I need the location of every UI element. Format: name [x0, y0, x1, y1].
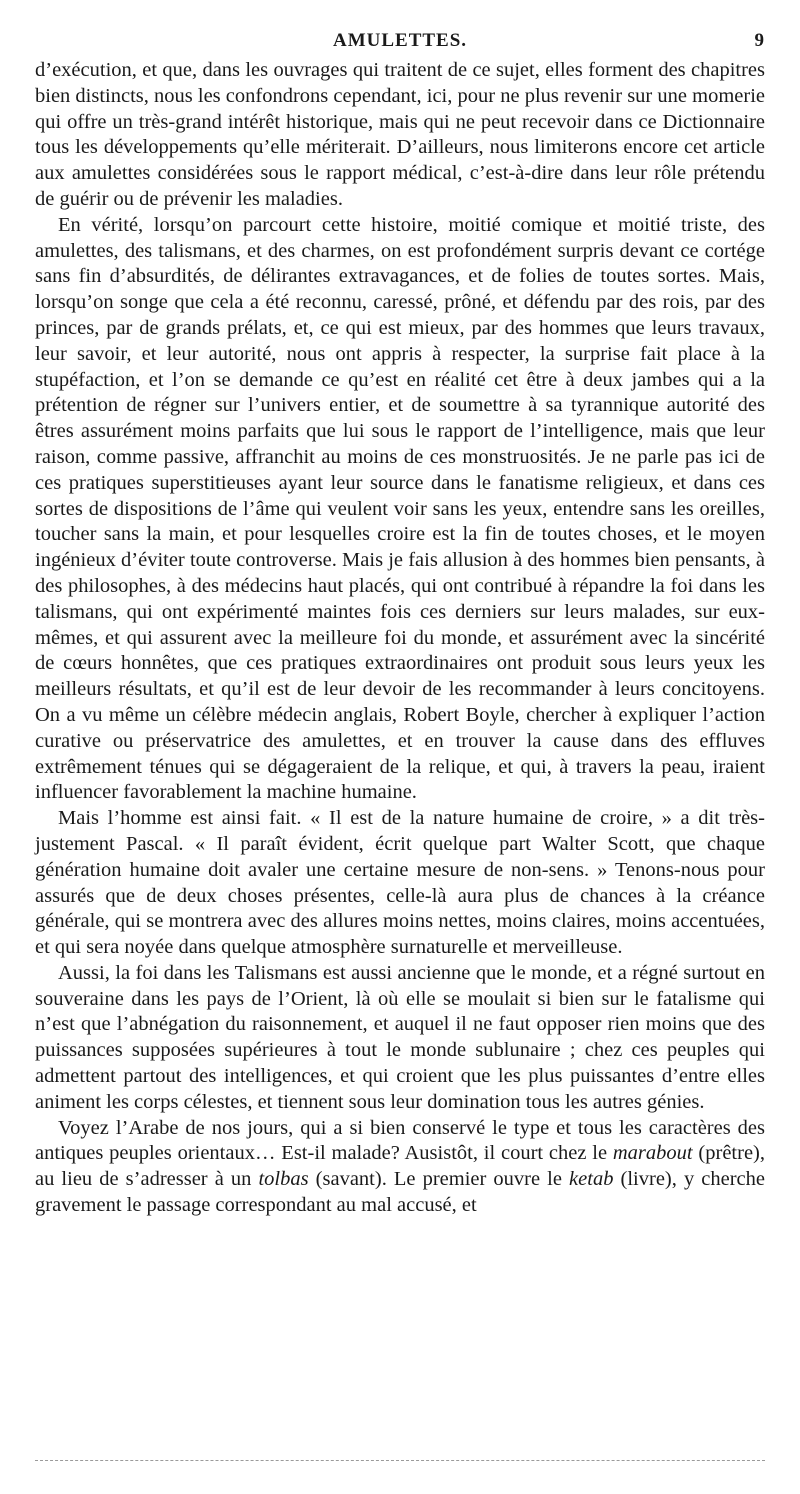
paragraph-text: En vérité, lorsqu’on parcourt cette histoire, moitié comique et moitié triste, des amulettes, des talismans, et des charmes, on est profondément surpris devant ce cortége sans fin d’absurdités, de délirantes extravagances, et de folies de toutes sortes. Mais, lorsqu’on songe que cela a été reconnu, caressé, prôné, et défendu par des rois, par des princes, par de grands prélats, et, ce qui est mieux, par des hommes que leurs travaux, leur savoir, et leur autorité, nous ont appris à respecter, la surprise fait place à la stupéfaction, et l’on se demande ce qu’est en réalité cet être à deux jambes qui a la prétention de régner sur l’univers entier, et de soumettre à sa tyrannique autorité des êtres assurément moins parfaits que lui sous le rapport de l’intelligence, mais que leur raison, comme passive, affranchit au moins de ces monstruosités. Je ne parle pas ici de ces pratiques superstitieuses ayant leur source dans le fanatisme religieux, et dans ces sortes de dispositions de l’âme qui veulent voir sans les yeux, entendre sans les oreilles, toucher sans la main, et pour lesquelles croire est la fin de toutes choses, et le moyen ingénieux d’éviter toute controverse. Mais je fais allusion à des hommes bien pensants, à des philosophes, à des médecins haut placés, qui ont contribué à répandre la foi dans les talismans, qui ont expérimenté maintes fois ces derniers sur leurs malades, sur eux-mêmes, et qui assurent avec la meilleure foi du monde, et assurément avec la sincérité de cœurs honnêtes, que ces pratiques extraordinaires ont produit sous leurs yeux les meilleurs résultats, et qu’il est de leur devoir de les recommander à leurs concitoyens. On a vu même un célèbre médecin anglais, Robert Boyle, chercher à expliquer l’action curative ou préservatrice des amulettes, et en trouver la cause dans des effluves extrêmement ténues qui se dégageraient de la relique, et qui, à travers la peau, iraient influencer favorablement la machine humaine.	[35, 213, 765, 804]
paragraph-text: (savant). Le premier ouvre le	[308, 1168, 570, 1191]
book-page	[35, 28, 765, 1219]
paragraph-text: (livre), y cherche gravement le passage correspondant au mal accusé, et	[35, 1168, 766, 1217]
paragraph-text: (prêtre), au lieu de s’adresser à un	[35, 1142, 765, 1191]
paragraph	[35, 806, 765, 961]
paragraph-text: d’exécution, et que, dans les ouvrages qui traitent de ce sujet, elles forment des chapitres bien distincts, nous les confondrons cependant, ici, pour ne plus revenir sur une momerie qui offre un très-grand intérêt historique, mais qui ne peut recevoir dans ce Dictionnaire tous les développements qu’elle mériterait. D’ailleurs, nous limiterons encore cet article aux amulettes considérées sous le rapport médical, c’est-à-dire dans leur rôle prétendu de guérir ou de prévenir les maladies.	[35, 59, 765, 210]
paragraph-text: Voyez l’Arabe de nos jours, qui a si bien conservé le type et tous les caractères des antiques peuples orientaux… Est-il malade? Ausistôt, il court chez le	[35, 1116, 765, 1165]
paragraph	[35, 961, 765, 1116]
footer-rule	[35, 1460, 765, 1461]
italic-term: tolbas	[258, 1168, 309, 1191]
paragraph	[35, 213, 765, 806]
page-number: 9	[754, 30, 765, 51]
body-text	[35, 58, 765, 1219]
running-title: AMULETTES.	[332, 30, 468, 51]
paragraph-text: Mais l’homme est ainsi fait. « Il est de la nature humaine de croire, » a dit très-justement Pascal. « Il paraît évident, écrit quelque part Walter Scott, que chaque génération humaine doit avaler une certaine mesure de non-sens. » Tenons-nous pour assurés que de deux choses présentes, celle-là aura plus de chances à la créance générale, qui se montrera avec des allures moins nettes, moins claires, moins accentuées, et qui sera noyée dans quelque atmosphère surnaturelle et merveilleuse.	[35, 807, 765, 959]
italic-term: ketab	[569, 1168, 614, 1191]
paragraph	[35, 58, 765, 213]
paragraph	[35, 1116, 765, 1219]
italic-term: marabout	[612, 1142, 693, 1165]
paragraph-text: Aussi, la foi dans les Talismans est aussi ancienne que le monde, et a régné surtout en souveraine dans les pays de l’Orient, là où elle se moulait si bien sur le fatalisme qui n’est que l’abnégation du raisonnement, et auquel il ne faut opposer rien moins que des puissances supposées supérieures à tout le monde sublunaire ; chez ces peuples qui admettent partout des intelligences, et qui croient que les plus puissantes d’entre elles animent les corps célestes, et tiennent sous leur domination tous les autres génies.	[35, 961, 765, 1113]
running-head	[35, 28, 765, 58]
